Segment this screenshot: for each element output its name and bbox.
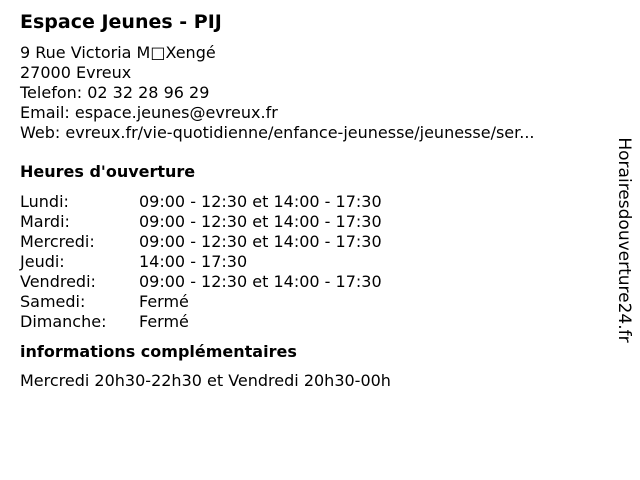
day-label: Lundi: [20, 192, 69, 211]
day-label: Mercredi: [20, 232, 95, 251]
place-card [20, 10, 600, 391]
hours-row [20, 192, 382, 212]
hours-row [20, 292, 382, 312]
additional-info-heading: informations complémentaires [20, 342, 297, 361]
day-label: Mardi: [20, 212, 70, 231]
day-hours: Fermé [139, 312, 189, 331]
day-label: Jeudi: [20, 252, 65, 271]
hours-row [20, 272, 382, 292]
day-hours: 09:00 - 12:30 et 14:00 - 17:30 [139, 192, 382, 211]
address-street: 9 Rue Victoria M□Xengé [20, 43, 216, 62]
day-hours: 14:00 - 17:30 [139, 252, 248, 271]
hours-row [20, 312, 382, 332]
address-city: 27000 Evreux [20, 63, 132, 82]
day-label: Vendredi: [20, 272, 96, 291]
day-label: Samedi: [20, 292, 86, 311]
email-address[interactable]: Email: espace.jeunes@evreux.fr [20, 103, 278, 122]
hours-row [20, 212, 382, 232]
place-name: Espace Jeunes - PIJ [20, 11, 222, 33]
day-hours: 09:00 - 12:30 et 14:00 - 17:30 [139, 212, 382, 231]
opening-hours-heading: Heures d'ouverture [20, 162, 196, 181]
site-watermark: Horairesdouverture24.fr [614, 137, 634, 343]
hours-row [20, 252, 382, 272]
website-link[interactable]: Web: evreux.fr/vie-quotidienne/enfance-jeunesse/jeunesse/ser... [20, 123, 535, 142]
day-hours: 09:00 - 12:30 et 14:00 - 17:30 [139, 272, 382, 291]
opening-hours-table [20, 192, 382, 332]
day-hours: 09:00 - 12:30 et 14:00 - 17:30 [139, 232, 382, 251]
phone-number[interactable]: Telefon: 02 32 28 96 29 [20, 83, 210, 102]
hours-row [20, 232, 382, 252]
day-hours: Fermé [139, 292, 189, 311]
additional-info-text: Mercredi 20h30-22h30 et Vendredi 20h30-00h [20, 371, 391, 390]
day-label: Dimanche: [20, 312, 107, 331]
